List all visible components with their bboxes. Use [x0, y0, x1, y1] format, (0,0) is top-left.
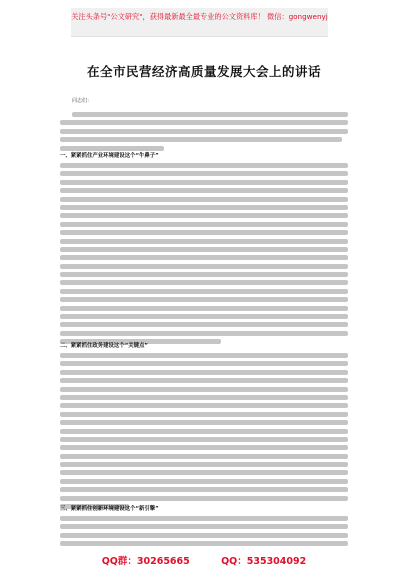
section-heading-1: 一、紧紧抓住产业环境建设这个“牛鼻子”: [60, 153, 159, 159]
footer-qq: QQ：535304092: [221, 556, 307, 567]
section-2-paragraph: [60, 353, 348, 509]
greeting: 同志们：: [72, 98, 93, 104]
document-title: 在全市民营经济高质量发展大会上的讲话: [86, 64, 321, 79]
promo-banner-line-1: 关注头条号"公文研究"，获得最新最全最专业的公文资料库！ 微信：gongwenyj: [71, 12, 328, 21]
section-heading-2: 二、紧紧抓住政务建设这个“关键点”: [60, 343, 148, 349]
intro-paragraph: [60, 112, 348, 151]
section-1-paragraph: [60, 163, 348, 344]
section-heading-3: 三、紧紧抓住创新环境建设这个“新引擎”: [60, 506, 159, 512]
promo-banner: [71, 8, 328, 37]
footer-qq-group: QQ群：30265665: [101, 556, 190, 567]
footer-contacts: [40, 553, 368, 567]
section-3-paragraph: [60, 516, 348, 546]
